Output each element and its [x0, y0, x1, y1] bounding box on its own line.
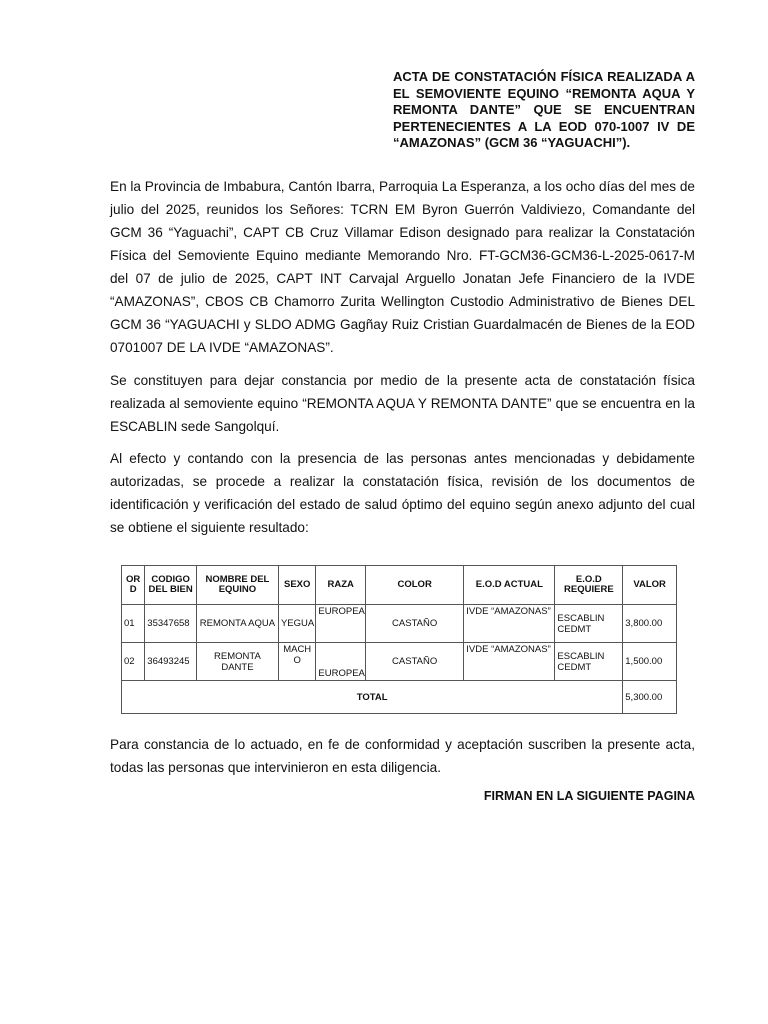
paragraph-conformity: Para constancia de lo actuado, en fe de conformidad y aceptación suscriben la presente acta, todas las personas que intervinieron en esta diligencia.: [110, 737, 695, 775]
cell-nombre: REMONTA AQUA: [196, 605, 278, 643]
header-eod-requiere: E.O.D REQUIERE: [555, 566, 623, 605]
paragraph-purpose: Se constituyen para dejar constancia por medio de la presente acta de constatación física realizada al semoviente equino “REMONTA AQUA Y REMONTA DANTE” que se encuentra en la ESCABLIN sede Sangolquí.: [110, 373, 695, 434]
cell-eod-requiere: ESCABLIN CEDMT: [555, 643, 623, 681]
table-total-row: [122, 681, 677, 714]
cell-sexo: MACHO: [278, 643, 315, 681]
cell-raza: EUROPEA: [316, 643, 366, 681]
cell-eod-actual: IVDE “AMAZONAS”: [464, 643, 555, 681]
closing-note: FIRMAN EN LA SIGUIENTE PAGINA: [483, 789, 695, 803]
cell-codigo: 36493245: [145, 643, 197, 681]
cell-eod-requiere: ESCABLIN CEDMT: [555, 605, 623, 643]
paragraph-intro: En la Provincia de Imbabura, Cantón Ibarra, Parroquia La Esperanza, a los ocho días del mes de julio del 2025, reunidos los Señores: TCRN EM Byron Guerrón Valdiviezo, Comandante del GCM 36 “Yaguachi”, CAPT CB Cruz Villamar Edison designado para realizar la Constatación Física del Semoviente Equino mediante Memorando Nro. FT-GCM36-GCM36-L-2025-0617-M del 07 de julio de 2025, CAPT INT Carvajal Arguello Jonatan Jefe Financiero de la IVDE “AMAZONAS”, CBOS CB Chamorro Zurita Wellington Custodio Administrativo de Bienes DEL GCM 36 “YAGUACHI y SLDO ADMG Gagñay Ruiz Cristian Guardalmacén de Bienes de la EOD 0701007 DE LA IVDE “AMAZONAS”.: [110, 179, 695, 355]
total-value: 5,300.00: [623, 681, 677, 714]
total-label: TOTAL: [122, 681, 623, 714]
table-row: [122, 605, 677, 643]
paragraph-procedure: Al efecto y contando con la presencia de las personas antes mencionadas y debidamente autorizadas, se procede a realizar la constatación física, revisión de los documentos de identificación y verificación del estado de salud óptimo del equino según anexo adjunto del cual se obtiene el siguiente resultado:: [110, 451, 695, 535]
cell-codigo: 35347658: [145, 605, 197, 643]
header-sexo: SEXO: [278, 566, 315, 605]
cell-eod-actual: IVDE “AMAZONAS”: [464, 605, 555, 643]
cell-color: CASTAÑO: [366, 643, 464, 681]
inventory-table: [121, 565, 677, 714]
header-valor: VALOR: [623, 566, 677, 605]
header-ord: ORD: [122, 566, 145, 605]
document-title: ACTA DE CONSTATACIÓN FÍSICA REALIZADA A EL SEMOVIENTE EQUINO “REMONTA AQUA Y REMONTA DANTE” QUE SE ENCUENTRAN PERTENECIENTES A LA EOD 070-1007 IV DE “AMAZONAS” (GCM 36 “YAGUACHI”).: [393, 69, 695, 150]
table-header-row: [122, 566, 677, 605]
cell-valor: 1,500.00: [623, 643, 677, 681]
header-codigo: CODIGO DEL BIEN: [145, 566, 197, 605]
cell-ord: 01: [122, 605, 145, 643]
cell-ord: 02: [122, 643, 145, 681]
cell-color: CASTAÑO: [366, 605, 464, 643]
cell-valor: 3,800.00: [623, 605, 677, 643]
cell-nombre: REMONTA DANTE: [196, 643, 278, 681]
header-raza: RAZA: [316, 566, 366, 605]
cell-sexo: YEGUA: [278, 605, 315, 643]
header-eod-actual: E.O.D ACTUAL: [464, 566, 555, 605]
header-color: COLOR: [366, 566, 464, 605]
table-row: [122, 643, 677, 681]
cell-raza: EUROPEA: [316, 605, 366, 643]
header-nombre: NOMBRE DEL EQUINO: [196, 566, 278, 605]
